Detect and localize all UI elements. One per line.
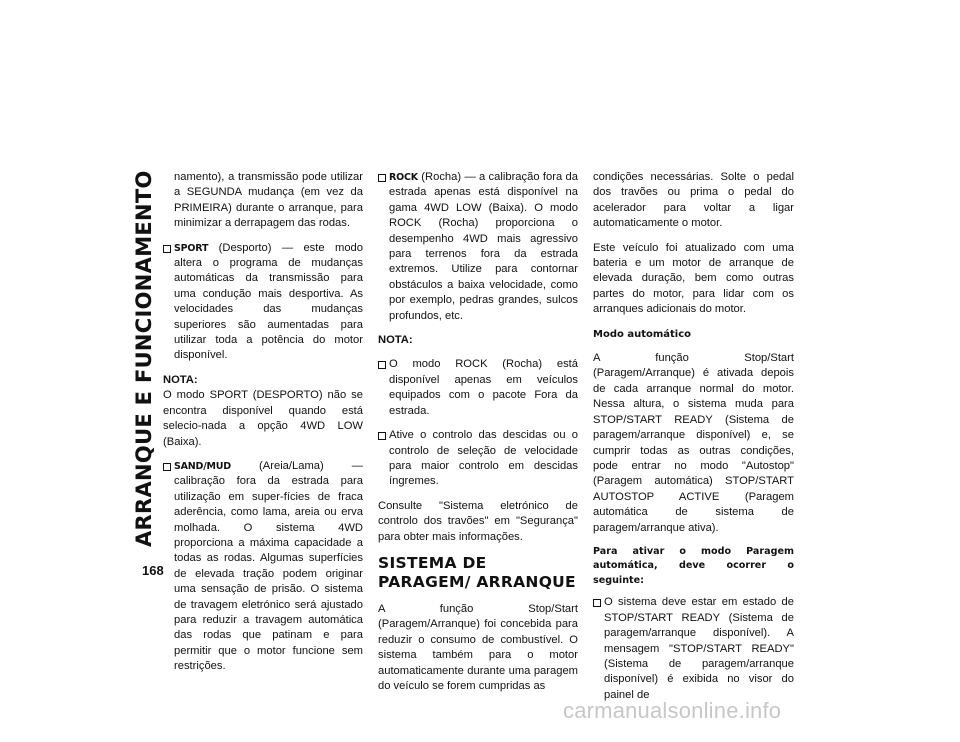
battery-paragraph: Este veículo foi atualizado com uma bateria e um motor de arranque de elevada duração, bem como outras partes do motor, para lidar com os arranques adicionais do motor.	[593, 241, 794, 316]
column-1	[163, 170, 363, 684]
list-item-text: (Desporto) — este modo altera o programa de mudanças automáticas da transmissão para uma condução mais desportiva. As velocidades das mudanças superiores são aumentadas para utilizar toda a potência do motor disponível.	[174, 241, 363, 362]
page-number: 168	[142, 563, 164, 578]
auto-mode-paragraph: A função Stop/Start (Paragem/Arranque) é ativada depois de cada arranque normal do motor. Nessa altura, o sistema muda para STOP/START READY (Sistema de paragem/arranque disponível) e, se cumprir todas as outras condições, pode entrar no modo "Autostop" (Paragem automática) STOP/START AUTOSTOP ACTIVE (Paragem automática de sistema de paragem/arranque ativa).	[593, 352, 794, 534]
list-item-nota-1	[378, 357, 578, 419]
bullet-box-icon	[163, 463, 171, 471]
bullet-box-icon	[163, 245, 171, 253]
intro-paragraph: A função Stop/Start (Paragem/Arranque) foi concebida para reduzir o consumo de combustível. O sistema também para o motor automaticamente durante uma paragem do veículo se forem cumpridas as	[378, 602, 578, 692]
list-item-rock	[378, 170, 578, 324]
nota-text: O modo SPORT (DESPORTO) não se encontra disponível quando está selecio-nada a opção 4WD LOW (Baixa).	[163, 389, 363, 448]
sub-heading: Modo automático	[593, 328, 692, 340]
nota-label: NOTA:	[378, 334, 413, 347]
keyword-rock: ROCK	[389, 172, 418, 183]
list-item-text: (Areia/Lama) — calibração fora da estrada para utilização em super-fícies de fraca aderência, como lama, areia ou erva molhada. O sistema 4WD proporciona a máxima capacidade a todas as rodas. Algumas superfícies de elevada tração podem originar uma sensação de prisão. O sistema de travagem eletrónico será ajustado para reduzir a travagem automática das rodas que patinam e para permitir que o motor funcione sem restrições.	[174, 459, 363, 673]
keyword-sand-mud: SAND/MUD	[174, 460, 231, 472]
continued-paragraph: condições necessárias. Solte o pedal dos travões ou prima o pedal do acelerador para voltar a ligar automaticamente o motor.	[593, 171, 794, 230]
keyword-sport: SPORT	[174, 242, 209, 254]
bold-lead-text: Para ativar o modo Paragem automática, deve ocorrer o seguinte:	[593, 545, 794, 586]
bullet-box-icon	[593, 599, 601, 607]
section-heading: SISTEMA DE PARAGEM/ ARRANQUE	[378, 553, 576, 591]
section-tab-title: ARRANQUE E FUNCIONAMENTO	[132, 170, 156, 547]
bullet-box-icon	[378, 432, 386, 440]
watermark: carmanualsonline.info	[563, 698, 782, 723]
nota-label: NOTA:	[163, 373, 198, 386]
list-item-text: Ative o controlo das descidas ou o controlo de seleção de velocidade para maior controlo em descidas íngremes.	[389, 429, 578, 488]
list-item-sand-mud	[163, 459, 363, 675]
list-item-text: (Rocha) — a calibração fora da estrada apenas está disponível na gama 4WD LOW (Baixa). O modo ROCK (Rocha) proporciona o desempenho 4WD mais agressivo para terrenos fora da estrada extremos. Utilize para contornar obstáculos a baixa velocidade, como por exemplo, pedras grandes, sulcos profundos, etc.	[389, 171, 578, 322]
column-2	[378, 170, 578, 703]
list-item-nota-2	[378, 428, 578, 490]
continued-paragraph: namento), a transmissão pode utilizar a SEGUNDA mudança (em vez da PRIMEIRA) durante o arranque, para minimizar a derrapagem das rodas.	[174, 171, 363, 230]
list-item-sport	[163, 241, 363, 364]
list-item-text: O modo ROCK (Rocha) está disponível apenas em veículos equipados com o pacote Fora da estrada.	[389, 358, 578, 417]
list-item-ready	[593, 595, 794, 703]
column-3	[593, 170, 794, 712]
bullet-box-icon	[378, 361, 386, 369]
list-item-text: O sistema deve estar em estado de STOP/START READY (Sistema de paragem/arranque disponível). A mensagem "STOP/START READY" (Sistema de paragem/arranque disponível) é exibida no visor do painel de	[604, 596, 794, 701]
consulte-paragraph: Consulte "Sistema eletrónico de controlo dos travões" em "Segurança" para obter mais informações.	[378, 499, 578, 543]
bullet-box-icon	[378, 174, 386, 182]
